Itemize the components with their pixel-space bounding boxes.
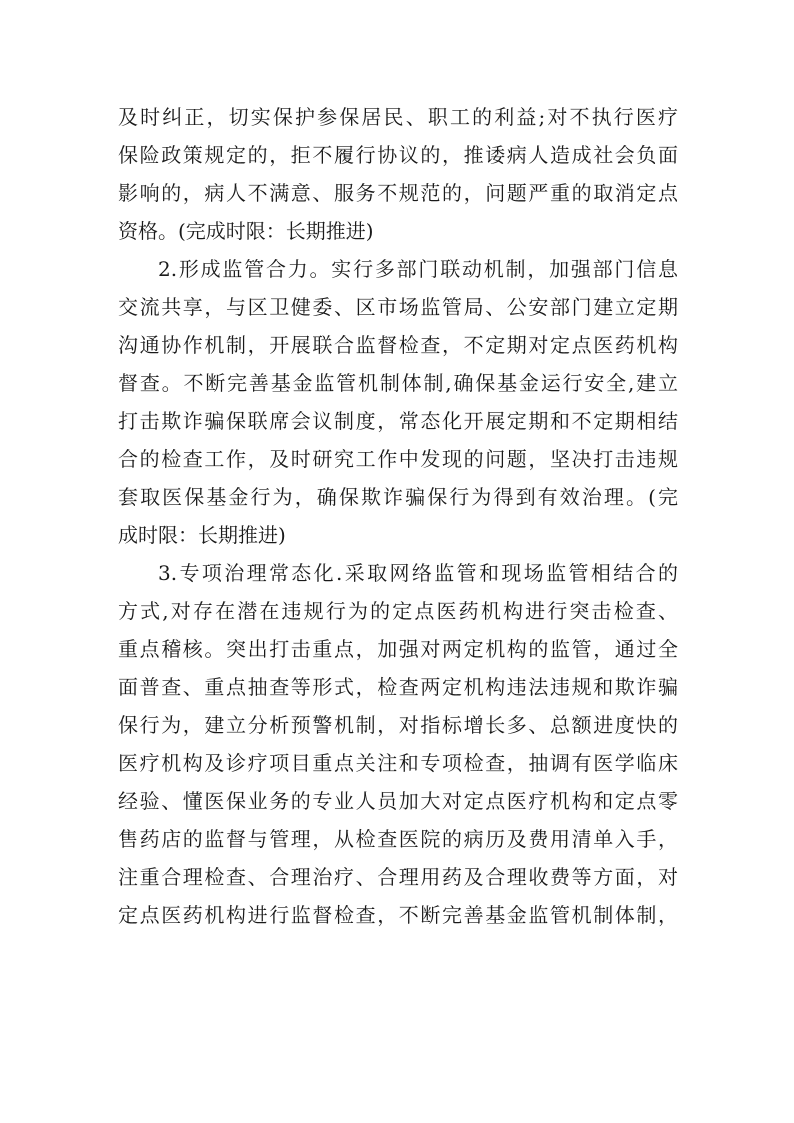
text-line: 合的检查工作，及时研究工作中发现的问题，坚决打击违规 [118,447,678,471]
text-line: 交流共享，与区卫健委、区市场监管局、公安部门建立定期 [118,295,678,319]
text-line: 资格。(完成时限：长期推进) [118,219,374,243]
text-line: 售药店的监督与管理，从检查医院的病历及费用清单入手， [118,827,678,851]
text-line: 重点稽核。突出打击重点，加强对两定机构的监管，通过全 [118,637,678,661]
text-line: 定点医药机构进行监督检查，不断完善基金监管机制体制， [118,903,678,927]
text-line: 医疗机构及诊疗项目重点关注和专项检查，抽调有医学临床 [118,751,678,775]
paragraph-3-first-line: 3.专项治理常态化.采取网络监管和现场监管相结合的 [158,561,678,585]
text-line: 及时纠正，切实保护参保居民、职工的利益;对不执行医疗 [118,105,678,129]
text-line: 督查。不断完善基金监管机制体制,确保基金运行安全,建立 [118,371,678,395]
text-line: 保行为，建立分析预警机制，对指标增长多、总额进度快的 [118,713,678,737]
body-text [118,98,678,934]
text-line: 经验、懂医保业务的专业人员加大对定点医疗机构和定点零 [118,789,678,813]
text-line: 注重合理检查、合理治疗、合理用药及合理收费等方面，对 [118,865,678,889]
text-line: 沟通协作机制，开展联合监督检查，不定期对定点医药机构 [118,333,678,357]
text-line: 影响的，病人不满意、服务不规范的，问题严重的取消定点 [118,181,678,205]
text-line: 成时限：长期推进) [118,523,286,547]
text-line: 套取医保基金行为，确保欺诈骗保行为得到有效治理。(完 [118,485,678,509]
text-line: 面普查、重点抽查等形式，检查两定机构违法违规和欺诈骗 [118,675,678,699]
text-line: 保险政策规定的，拒不履行协议的，推诿病人造成社会负面 [118,143,678,167]
paragraph-2-first-line: 2.形成监管合力。实行多部门联动机制，加强部门信息 [158,257,678,281]
text-line: 打击欺诈骗保联席会议制度，常态化开展定期和不定期相结 [118,409,678,433]
text-line: 方式,对存在潜在违规行为的定点医药机构进行突击检查、 [118,599,678,623]
